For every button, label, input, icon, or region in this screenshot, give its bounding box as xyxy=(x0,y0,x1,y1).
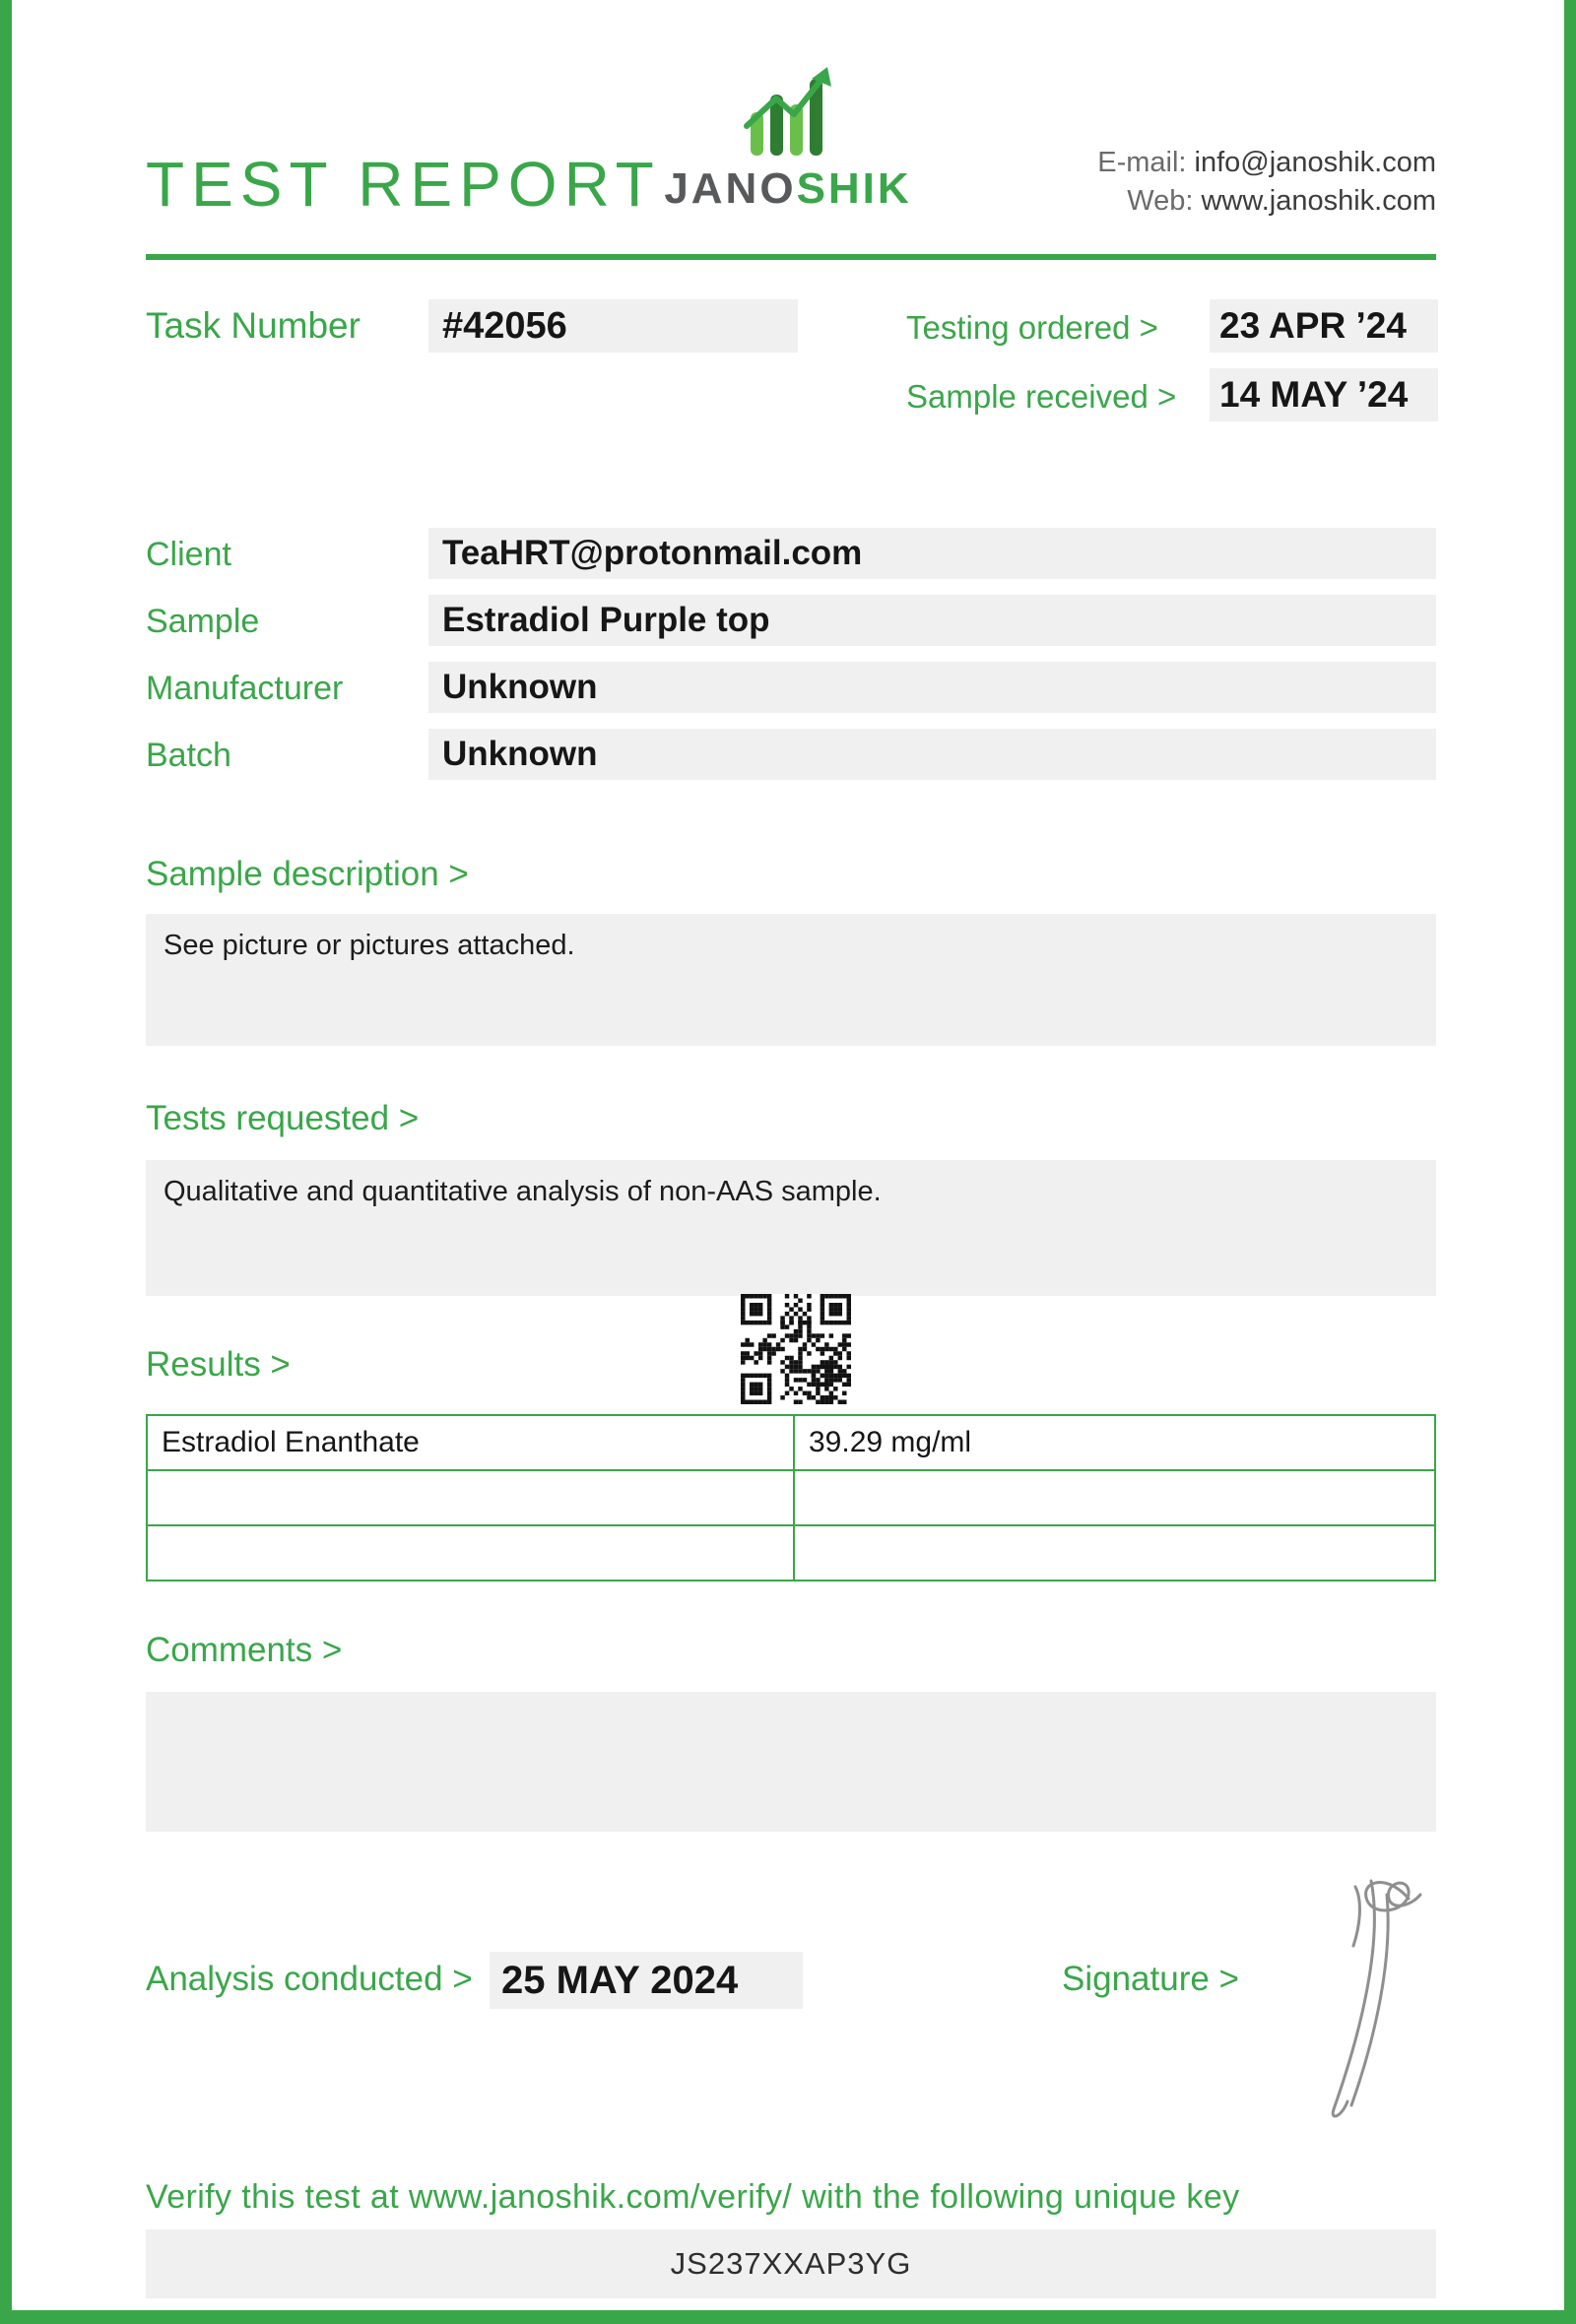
manufacturer-value: Unknown xyxy=(428,662,1436,713)
web-value: www.janoshik.com xyxy=(1201,185,1436,217)
contact-web-line xyxy=(985,182,1436,221)
testing-ordered-label: Testing ordered > xyxy=(906,309,1158,346)
comments-label: Comments > xyxy=(146,1631,343,1669)
comments-box xyxy=(146,1692,1436,1832)
sample-value: Estradiol Purple top xyxy=(428,595,1436,646)
bottom-border xyxy=(0,2310,1576,2324)
testing-ordered-value: 23 APR ’24 xyxy=(1210,299,1438,353)
result-substance xyxy=(147,1470,794,1525)
verify-key: JS237XXAP3YG xyxy=(146,2229,1436,2298)
batch-value: Unknown xyxy=(428,729,1436,780)
left-border xyxy=(0,0,12,2324)
sample-received-value: 14 MAY ’24 xyxy=(1210,368,1438,421)
header-divider xyxy=(146,254,1436,260)
results-label: Results > xyxy=(146,1345,291,1384)
sample-label: Sample xyxy=(146,603,260,640)
batch-label: Batch xyxy=(146,737,231,774)
email-label: E-mail: xyxy=(1097,147,1187,178)
result-value xyxy=(794,1525,1435,1581)
tests-requested-text: Qualitative and quantitative analysis of non-AAS sample. xyxy=(164,1176,882,1207)
contact-email-line xyxy=(985,144,1436,182)
sample-description-text: See picture or pictures attached. xyxy=(164,930,575,961)
analysis-conducted-label: Analysis conducted > xyxy=(146,1960,473,1998)
sample-received-label: Sample received > xyxy=(906,378,1177,415)
email-value: info@janoshik.com xyxy=(1194,147,1436,178)
contact-block xyxy=(985,144,1436,221)
task-number-value: #42056 xyxy=(428,299,798,353)
logo xyxy=(630,65,946,214)
result-value xyxy=(794,1470,1435,1525)
right-border xyxy=(1564,0,1576,2324)
tests-requested-label: Tests requested > xyxy=(146,1099,420,1137)
manufacturer-label: Manufacturer xyxy=(146,670,344,707)
tests-requested-box xyxy=(146,1160,1436,1296)
results-table xyxy=(146,1414,1436,1582)
verify-text: Verify this test at www.janoshik.com/verify/ with the following unique key xyxy=(146,2178,1240,2216)
client-value: TeaHRT@protonmail.com xyxy=(428,528,1436,579)
page-title: TEST REPORT xyxy=(146,149,661,220)
qr-code-icon xyxy=(741,1294,851,1404)
sample-description-label: Sample description > xyxy=(146,855,469,893)
sample-description-box xyxy=(146,914,1436,1046)
handwritten-signature xyxy=(1261,1851,1468,2137)
analysis-conducted-value: 25 MAY 2024 xyxy=(490,1952,803,2009)
logo-wordmark xyxy=(630,164,946,214)
logo-text-left: JANO xyxy=(664,164,797,213)
task-number-label: Task Number xyxy=(146,305,361,346)
results-row xyxy=(147,1415,1435,1470)
result-value: 39.29 mg/ml xyxy=(794,1415,1435,1470)
web-label: Web: xyxy=(1127,185,1194,217)
signature-label: Signature > xyxy=(1062,1960,1239,1998)
results-row xyxy=(147,1470,1435,1525)
result-substance xyxy=(147,1525,794,1581)
logo-text-right: SHIK xyxy=(796,164,912,213)
result-substance: Estradiol Enanthate xyxy=(147,1415,794,1470)
results-row xyxy=(147,1525,1435,1581)
client-label: Client xyxy=(146,536,231,573)
bar-chart-growth-icon xyxy=(733,65,843,160)
